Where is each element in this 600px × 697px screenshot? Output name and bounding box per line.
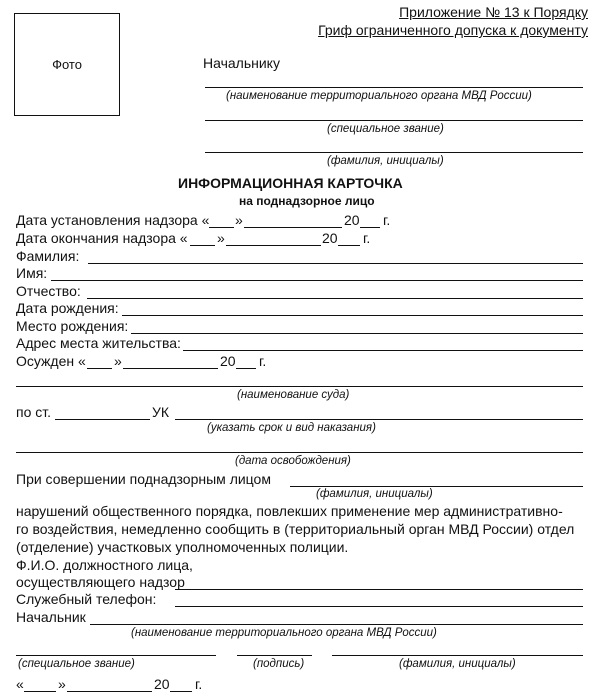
chief-organ-caption: (наименование территориального органа МВД России)	[131, 627, 437, 639]
footer-date-quote: »	[58, 676, 66, 692]
footer-month-line[interactable]	[67, 691, 152, 692]
notice-lead: При совершении поднадзорным лицом	[16, 471, 271, 487]
addressee-rank-caption: (специальное звание)	[327, 123, 444, 135]
phone-line[interactable]	[175, 606, 583, 607]
surname-line[interactable]	[88, 263, 583, 264]
signature-caption: (подпись)	[253, 658, 305, 670]
supervision-start-label: Дата установления надзора «	[16, 212, 210, 228]
convicted-year: 20	[220, 353, 236, 369]
addressee-organ-caption: (наименование территориального органа МВД России)	[226, 90, 532, 102]
addressee-rank-line[interactable]	[205, 120, 583, 121]
appendix-reference: Приложение № 13 к Порядку	[399, 4, 588, 20]
birth-date-line[interactable]	[122, 315, 583, 316]
notice-name-caption: (фамилия, инициалы)	[316, 488, 433, 500]
article-prefix: по ст.	[16, 404, 52, 420]
addressee-label: Начальнику	[203, 55, 280, 71]
document-subtitle: на поднадзорное лицо	[239, 194, 375, 208]
footer-date-open: «	[16, 676, 24, 692]
chief-rank-line[interactable]	[16, 655, 216, 656]
notice-text-line3: (отделение) участковых уполномоченных полиции.	[16, 539, 349, 555]
birth-place-line[interactable]	[131, 333, 583, 334]
convicted-suffix: г.	[259, 353, 267, 369]
signature-line[interactable]	[237, 655, 312, 656]
convicted-day-line[interactable]	[87, 368, 112, 369]
classification-stamp: Гриф ограниченного допуска к документу	[318, 22, 588, 38]
supervision-end-label: Дата окончания надзора «	[16, 230, 188, 246]
addressee-name-line[interactable]	[205, 152, 583, 153]
official-label-line1: Ф.И.О. должностного лица,	[16, 557, 193, 573]
convicted-quote: »	[114, 353, 122, 369]
chief-organ-line[interactable]	[90, 624, 583, 625]
supervision-start-year: 20	[344, 212, 360, 228]
first-name-line[interactable]	[51, 280, 583, 281]
court-line[interactable]	[16, 386, 583, 387]
chief-name-line[interactable]	[332, 655, 583, 656]
birth-place-label: Место рождения:	[16, 318, 129, 334]
article-number-line[interactable]	[55, 419, 150, 420]
supervision-start-quote: »	[235, 212, 243, 228]
supervision-start-year-line[interactable]	[360, 227, 380, 228]
notice-text-line2: го воздействия, немедленно сообщить в (территориальный орган МВД России) отдел	[16, 521, 575, 537]
sentence-caption: (указать срок и вид наказания)	[207, 422, 376, 434]
footer-day-line[interactable]	[24, 691, 56, 692]
official-name-line[interactable]	[175, 589, 583, 590]
supervision-end-month-line[interactable]	[226, 245, 321, 246]
addressee-organ-line[interactable]	[205, 87, 583, 88]
patronymic-label: Отчество:	[16, 283, 81, 299]
release-date-caption: (дата освобождения)	[235, 455, 351, 467]
supervision-start-day-line[interactable]	[209, 227, 234, 228]
surname-label: Фамилия:	[16, 248, 80, 264]
article-code: УК	[152, 404, 170, 420]
supervision-end-day-line[interactable]	[190, 245, 215, 246]
sentence-line[interactable]	[175, 419, 583, 420]
photo-box	[14, 13, 120, 116]
document-title: ИНФОРМАЦИОННАЯ КАРТОЧКА	[178, 175, 403, 191]
convicted-month-line[interactable]	[123, 368, 218, 369]
footer-suffix: г.	[195, 676, 203, 692]
supervision-end-year-line[interactable]	[338, 245, 360, 246]
chief-label: Начальник	[16, 609, 86, 625]
address-label: Адрес места жительства:	[16, 335, 181, 351]
chief-name-caption: (фамилия, инициалы)	[399, 658, 516, 670]
court-caption: (наименование суда)	[237, 389, 350, 401]
supervision-end-quote: »	[217, 230, 225, 246]
first-name-label: Имя:	[16, 265, 48, 281]
photo-label: Фото	[52, 57, 82, 72]
chief-rank-caption: (специальное звание)	[18, 658, 135, 670]
footer-year-line[interactable]	[170, 691, 192, 692]
notice-text-line1: нарушений общественного порядка, повлекших применение мер административно-	[16, 503, 563, 519]
official-label-line2: осуществляющего надзор	[16, 574, 185, 590]
release-date-line[interactable]	[16, 452, 583, 453]
birth-date-label: Дата рождения:	[16, 300, 119, 316]
supervision-start-suffix: г.	[383, 212, 391, 228]
convicted-year-line[interactable]	[236, 368, 256, 369]
supervision-end-suffix: г.	[363, 230, 371, 246]
convicted-label: Осужден «	[16, 353, 86, 369]
supervision-start-month-line[interactable]	[244, 227, 342, 228]
address-line[interactable]	[183, 350, 583, 351]
addressee-name-caption: (фамилия, инициалы)	[327, 155, 444, 167]
notice-name-line[interactable]	[290, 486, 583, 487]
patronymic-line[interactable]	[87, 298, 583, 299]
supervision-end-year: 20	[322, 230, 338, 246]
footer-year: 20	[154, 676, 170, 692]
phone-label: Служебный телефон:	[16, 591, 157, 607]
